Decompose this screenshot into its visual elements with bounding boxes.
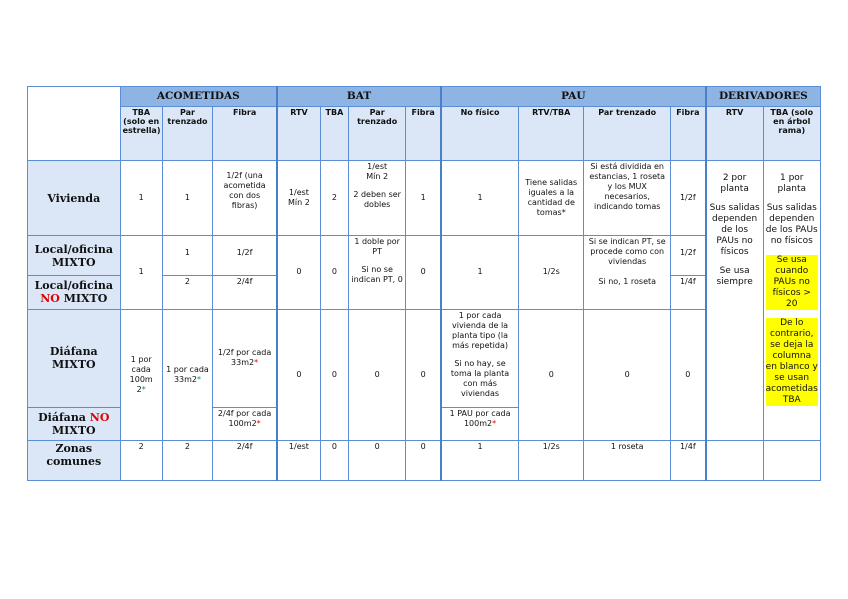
group-pau: PAU — [441, 87, 706, 107]
cell-zon-pau-fibra: 1/4f — [670, 440, 705, 480]
cell-dia-pau-fibra: 0 — [670, 309, 705, 440]
cell-viv-pau-rtv: Tiene salidas iguales a la cantidad de tomas* — [519, 161, 584, 236]
cell-loc-bat-tba: 0 — [320, 236, 348, 309]
cell-viv-bat-rtv: 1/est Mín 2 — [277, 161, 320, 236]
col-pau-rtvtba: RTV/TBA — [519, 107, 584, 161]
cell-dia-pau-par: 0 — [584, 309, 671, 440]
cell-zon-bat-fibra: 0 — [406, 440, 441, 480]
cell-locn-fibra: 2/4f — [213, 276, 277, 309]
col-pau-par: Par trenzado — [584, 107, 671, 161]
cell-viv-bat-par: 1/est Mín 2 2 deben ser dobles — [348, 161, 405, 236]
col-pau-fibra: Fibra — [670, 107, 705, 161]
cell-locn-pau-fibra: 1/4f — [670, 276, 705, 309]
cell-diam-pau-nf: 1 por cada vivienda de la planta tipo (la más repetida) Si no hay, se toma la planta con más viviendas — [441, 309, 518, 407]
col-bat-rtv: RTV — [277, 107, 320, 161]
cell-zon-bat-par: 0 — [348, 440, 405, 480]
cell-viv-pau-fibra: 1/2f — [670, 161, 705, 236]
cell-dian-fibra: 2/4f por cada 100m2* — [213, 407, 277, 440]
cell-zon-der-rtv — [706, 440, 763, 480]
cell-zon-der-tba — [763, 440, 820, 480]
cell-zon-bat-rtv: 1/est — [277, 440, 320, 480]
cell-der-rtv: 2 por planta Sus salidas dependen de los PAUs no físicos Se usa siempre — [706, 161, 763, 441]
cell-zon-fibra: 2/4f — [213, 440, 277, 480]
row-label-diafana-no-mixto: Diáfana NO MIXTO — [28, 407, 121, 440]
cell-zon-pau-par: 1 roseta — [584, 440, 671, 480]
cell-zon-pau-rtv: 1/2s — [519, 440, 584, 480]
col-acom-par: Par trenzado — [162, 107, 212, 161]
cell-locm-pau-fibra: 1/2f — [670, 236, 705, 276]
group-acometidas: ACOMETIDAS — [120, 87, 277, 107]
cell-dia-tba: 1 por cada 100m 2* — [120, 309, 162, 440]
cell-dia-bat-fibra: 0 — [406, 309, 441, 440]
highlight-note-1: Se usa cuando PAUs no físicos > 20 — [766, 255, 818, 310]
col-bat-par: Par trenzado — [348, 107, 405, 161]
group-derivadores: DERIVADORES — [706, 87, 821, 107]
row-label-diafana-mixto: Diáfana MIXTO — [28, 309, 121, 407]
cell-viv-pau-nf: 1 — [441, 161, 518, 236]
cell-locm-par: 1 — [162, 236, 212, 276]
row-label-vivienda: Vivienda — [28, 161, 121, 236]
cell-loc-pau-par: Si se indican PT, se procede como con viviendas Si no, 1 roseta — [584, 236, 671, 309]
cell-locn-par: 2 — [162, 276, 212, 309]
cell-viv-pau-par: Si está dividida en estancias, 1 roseta y los MUX necesarios, indicando tomas — [584, 161, 671, 236]
col-acom-tba: TBA (solo en estrella) — [120, 107, 162, 161]
cell-loc-bat-par: 1 doble por PT Si no se indican PT, 0 — [348, 236, 405, 309]
row-label-local-mixto: Local/oficina MIXTO — [28, 236, 121, 276]
cell-zon-par: 2 — [162, 440, 212, 480]
cell-locm-fibra: 1/2f — [213, 236, 277, 276]
cell-dia-bat-tba: 0 — [320, 309, 348, 440]
corner-cell — [28, 87, 121, 161]
row-label-zonas-comunes: Zonas comunes — [28, 440, 121, 480]
cell-dia-pau-rtv: 0 — [519, 309, 584, 440]
cell-zon-pau-nf: 1 — [441, 440, 518, 480]
col-pau-nofisico: No físico — [441, 107, 518, 161]
cell-der-tba: 1 por planta Sus salidas dependen de los PAUs no físicos Se usa cuando PAUs no físicos > 20 De lo contrario, se deja la columna en blanco y se usan acometidas TBA — [763, 161, 820, 441]
cell-zon-bat-tba: 0 — [320, 440, 348, 480]
cell-loc-pau-nf: 1 — [441, 236, 518, 309]
col-bat-tba: TBA — [320, 107, 348, 161]
col-bat-fibra: Fibra — [406, 107, 441, 161]
highlight-note-2: De lo contrario, se deja la columna en blanco y se usan acometidas TBA — [765, 318, 818, 406]
cell-loc-bat-fibra: 0 — [406, 236, 441, 309]
cell-dian-pau-nf: 1 PAU por cada 100m2* — [441, 407, 518, 440]
cell-loc-tba: 1 — [120, 236, 162, 309]
cell-diam-fibra: 1/2f por cada 33m2* — [213, 309, 277, 407]
group-bat: BAT — [277, 87, 441, 107]
installation-table — [27, 86, 821, 481]
row-label-local-no-mixto: Local/oficina NO MIXTO — [28, 276, 121, 309]
cell-dia-par: 1 por cada 33m2* — [162, 309, 212, 440]
cell-zon-tba: 2 — [120, 440, 162, 480]
cell-viv-bat-fibra: 1 — [406, 161, 441, 236]
cell-loc-bat-rtv: 0 — [277, 236, 320, 309]
col-der-tba: TBA (solo en árbol rama) — [763, 107, 820, 161]
cell-viv-par: 1 — [162, 161, 212, 236]
cell-loc-pau-rtv: 1/2s — [519, 236, 584, 309]
cell-dia-bat-rtv: 0 — [277, 309, 320, 440]
col-der-rtv: RTV — [706, 107, 763, 161]
cell-viv-tba: 1 — [120, 161, 162, 236]
cell-viv-fibra: 1/2f (una acometida con dos fibras) — [213, 161, 277, 236]
cell-viv-bat-tba: 2 — [320, 161, 348, 236]
col-acom-fibra: Fibra — [213, 107, 277, 161]
cell-dia-bat-par: 0 — [348, 309, 405, 440]
